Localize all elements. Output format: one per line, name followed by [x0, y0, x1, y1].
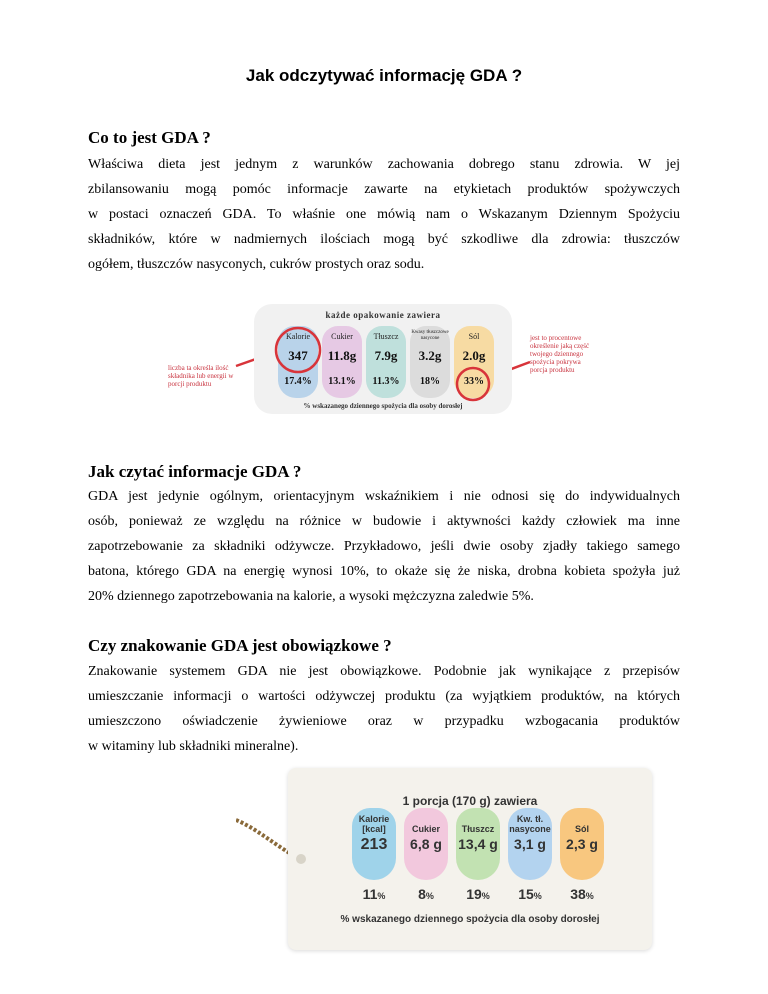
tag-column-fat: [456, 808, 500, 902]
percent-number: 11: [362, 886, 378, 902]
column-value: 7.9g: [374, 348, 398, 363]
column-percent: 11.3%: [372, 376, 400, 387]
paragraph-line: w postaci oznaczeń GDA. To właśnie one mówią nam o Wskazanym Dziennym Spożyciu: [88, 207, 680, 222]
column-value: 2,3 g: [566, 836, 598, 852]
page-title: Jak odczytywać informację GDA ?: [245, 66, 523, 85]
column-value: 3,1 g: [514, 836, 546, 852]
column-value: 11.8g: [327, 348, 357, 363]
column-name: Kw. tł. nasycone: [509, 814, 551, 834]
percent-sign: %: [585, 891, 594, 901]
highlight-circles: [168, 300, 600, 418]
column-percent: [404, 886, 448, 902]
card-top-text: każde opakowanie zawiera: [325, 310, 441, 320]
tag-column-calories: [352, 808, 396, 902]
column-value: 6,8 g: [410, 836, 442, 852]
gda-label-figure-1: [168, 300, 600, 418]
paragraph-line: umieszczono oświadczenie żywieniowe oraz w przypadku wzbogacania produktów: [88, 714, 680, 729]
column-percent: 13.1%: [328, 376, 356, 387]
column-name: Tłuszcz: [373, 332, 399, 341]
percent-sign: %: [481, 891, 490, 901]
paragraph-line: umieszczanie informacji o wartości odżywczej produktu (za wyjątkiem produktów, na których: [88, 689, 680, 704]
tag-top-text: 1 porcja (170 g) zawiera: [402, 794, 538, 808]
annotation-right: jest to procentowe określenie jaką część twojego dziennego spożycia pokrywa porcja produktu: [530, 334, 590, 374]
column-name: Cukier: [411, 824, 440, 834]
column-value: 2.0g: [462, 348, 486, 363]
section-heading-is-mandatory: Czy znakowanie GDA jest obowiązkowe ?: [88, 636, 392, 655]
paragraph-line: w witaminy lub składniki mineralne).: [88, 739, 299, 754]
paragraph-line: Znakowanie systemem GDA nie jest obowiązkowe. Podobnie jak wynikające z przepisów: [88, 664, 680, 679]
column-name: Kalorie [kcal]: [358, 814, 390, 834]
paragraph-line: batona, którego GDA na energię wynosi 10%, to okaże się że niska, drobna kobieta spożyła już: [88, 564, 680, 579]
paragraph-line: zapotrzebowanie za składniki odżywcze. Przykładowo, jeśli dwie osoby zjadły takiego samego: [88, 539, 680, 554]
column-percent: [456, 886, 500, 902]
percent-number: 15: [518, 886, 534, 902]
annotation-left: liczba ta określa ilość składnika lub energii w porcji produktu: [168, 364, 234, 388]
percent-sign: %: [533, 891, 542, 901]
tag-column-saturated-fat: [508, 808, 552, 902]
tag-bottom-text: % wskazanego dziennego spożycia dla osoby dorosłej: [340, 914, 600, 925]
column-value: 13,4 g: [458, 836, 498, 852]
gda-tag: [288, 768, 652, 950]
column-percent: [508, 886, 552, 902]
card-bottom-text: % wskazanego dziennego spożycia dla osoby dorosłej: [303, 402, 463, 410]
tag-column-salt: [560, 808, 604, 902]
column-value: 3.2g: [418, 348, 442, 363]
column-name: Cukier: [331, 332, 353, 341]
tag-hole: [296, 854, 306, 864]
column-name: Kwasy tłuszczowe nasycone: [411, 330, 449, 341]
percent-number: 8: [418, 886, 426, 902]
percent-sign: %: [377, 891, 386, 901]
section-heading-what-is-gda: Co to jest GDA ?: [88, 128, 211, 147]
column-name: Sól: [574, 824, 589, 834]
paragraph-line: 20% dziennego zapotrzebowania na kalorie, a wysoki mężczyzna zaledwie 5%.: [88, 589, 534, 604]
paragraph-line: GDA jest jedynie ogólnym, orientacyjnym wskaźnikiem i nie odnosi się do indywidualnych: [88, 489, 680, 504]
percent-number: 38: [570, 886, 586, 902]
paragraph-line: osób, ponieważ ze względu na różnice w budowie i aktywności każdy człowiek ma inne: [88, 514, 680, 529]
column-name: Kalorie: [286, 332, 310, 341]
column-value: 347: [288, 348, 308, 363]
column-name: Sól: [468, 332, 480, 341]
column-value: 213: [360, 836, 388, 853]
paragraph-line: składników, które w nadmiernych ilościach mogą być szkodliwe dla zdrowia: tłuszczów: [88, 232, 680, 247]
percent-sign: %: [425, 891, 434, 901]
paragraph-line: zbilansowaniu mogą pomóc informacje zawarte na etykietach produktów spożywczych: [88, 182, 680, 197]
column-name: Tłuszcz: [461, 824, 495, 834]
column-percent: [352, 886, 396, 902]
column-percent: [560, 886, 604, 902]
tag-column-sugar: [404, 808, 448, 902]
percent-number: 19: [466, 886, 482, 902]
paragraph-line: Właściwa dieta jest jednym z warunków zachowania dobrego stanu zdrowia. W jej: [88, 157, 680, 172]
column-percent: 33%: [464, 376, 484, 387]
section-heading-how-to-read: Jak czytać informacje GDA ?: [88, 462, 302, 481]
column-percent: 17.4%: [284, 376, 312, 387]
paragraph-line: ogółem, tłuszczów nasyconych, cukrów prostych oraz sodu.: [88, 257, 425, 272]
gda-label-figure-2: [236, 768, 652, 950]
column-percent: 18%: [420, 376, 440, 387]
